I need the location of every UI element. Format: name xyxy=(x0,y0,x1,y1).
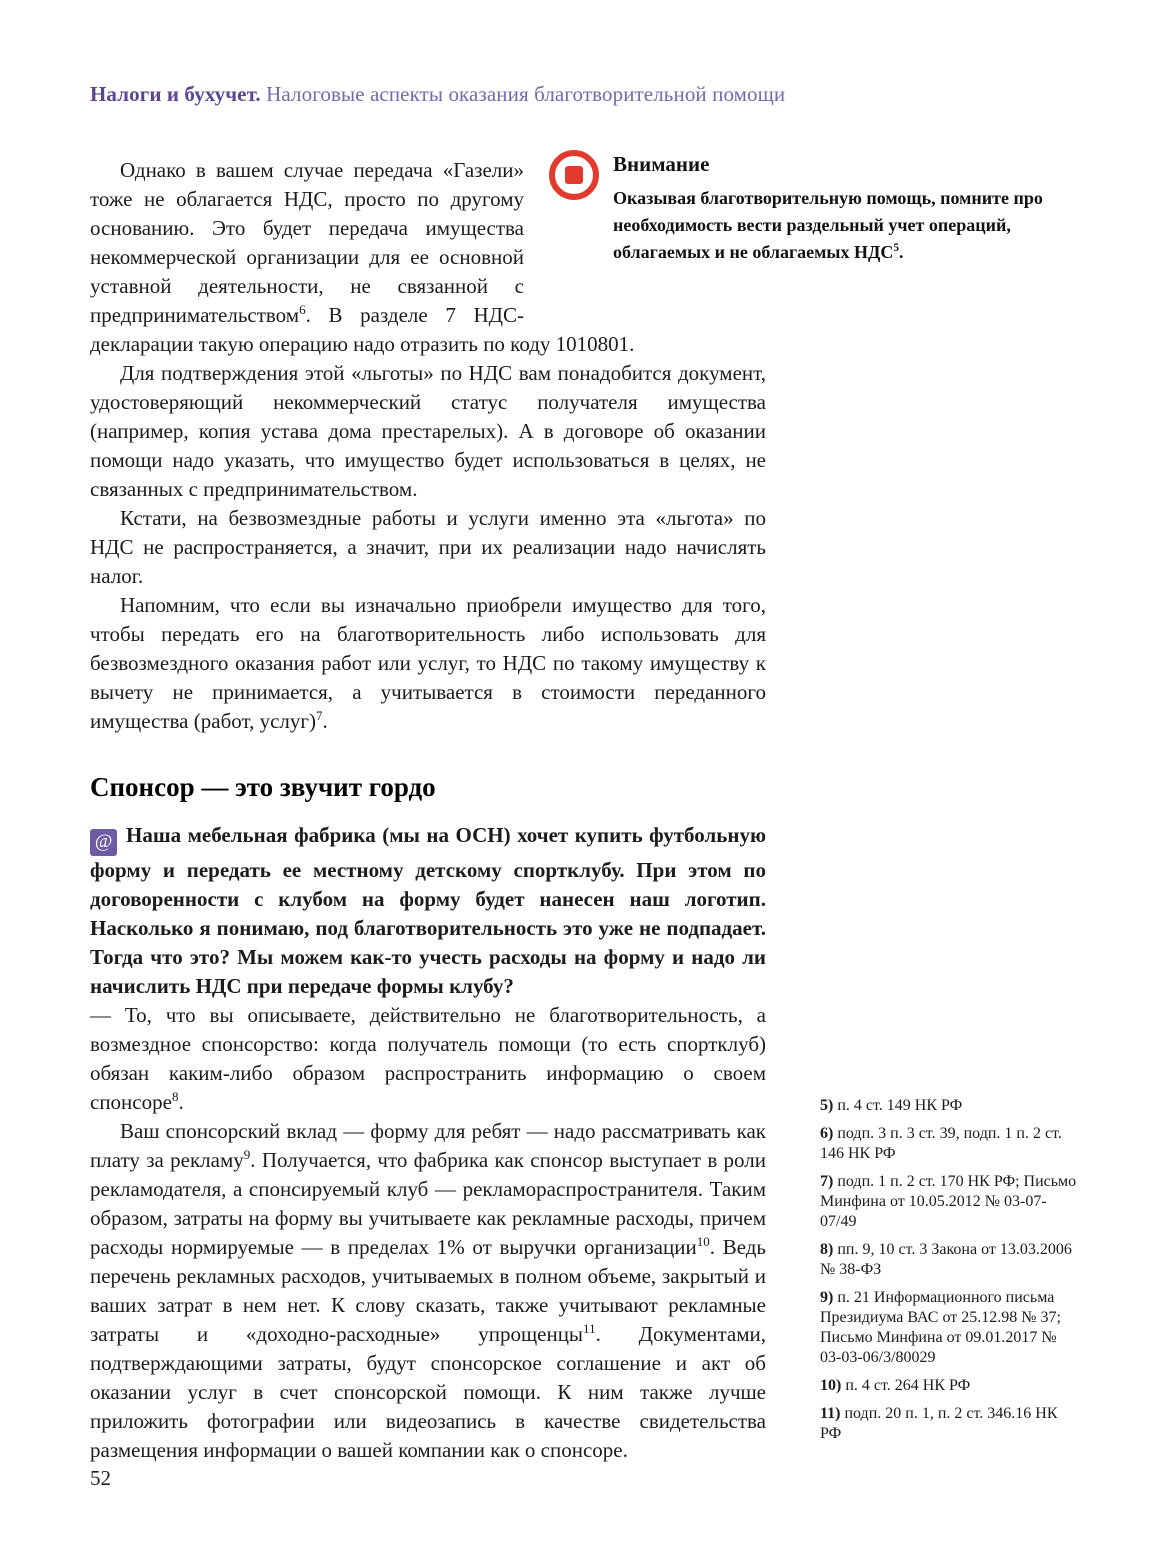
callout-title: Внимание xyxy=(613,152,710,176)
article-body xyxy=(90,156,766,1465)
body-paragraph: Однако в вашем случае передача «Газели» тоже не облагается НДС, просто по другому основанию. Это будет передача имущества некоммерческой организации для ее основной уставной деятельности, не связанной с предпринимательством$^6$. В разделе 7 НДС-декларации такую операцию надо отразить по коду 1010801. xyxy=(90,158,635,356)
header-section-title: Налоги и бухучет. xyxy=(90,82,261,106)
footnote-number: 5) xyxy=(820,1097,834,1114)
footnote-ref: 6 xyxy=(299,302,306,317)
expert-answer: — То, что вы описываете, действительно не благотворительность, а возмездное спонсорство: когда получатель помощи (то есть спортклуб) обязан каким-либо образом распространить информацию о своем спонсоре$^8$. xyxy=(90,1003,766,1114)
footnote-ref: 8 xyxy=(171,1089,179,1104)
footnote-item: 6) подп. 3 п. 3 ст. 39, подп. 1 п. 2 ст. 146 НК РФ xyxy=(820,1125,1062,1162)
body-paragraph: Для подтверждения этой «льготы» по НДС вам понадобится документ, удостоверяющий некоммерческий статус получателя имущества (например, копия устава дома престарелых). А в договоре об оказании помощи надо указать, что имущество будет использоваться в целях, не связанных с предпринимательством. xyxy=(90,361,766,501)
footnote-item: 7) подп. 1 п. 2 ст. 170 НК РФ; Письмо Минфина от 10.05.2012 № 03-07-07/49 xyxy=(820,1173,1077,1230)
footnote-item: 9) п. 21 Информационного письма Президиума ВАС от 25.12.98 № 37; Письмо Минфина от 09.01.2017 № 03-03-06/3/80029 xyxy=(820,1289,1061,1366)
callout-body: Оказывая благотворительную помощь, помните про необходимость вести раздельный учет операций, облагаемых и не облагаемых НДС$^5$. xyxy=(613,188,1043,262)
reader-question: @ Наша мебельная фабрика (мы на ОСН) хочет купить футбольную форму и передать ее местному детскому спортклубу. При этом по договоренности с клубом на форму будет нанесен наш логотип. Насколько я понимаю, под благотворительность это уже не подпадает. Тогда что это? Мы можем как-то учесть расходы на форму и надо ли начислить НДС при передаче формы клубу? xyxy=(90,823,766,998)
footnote-item: 10) п. 4 ст. 264 НК РФ xyxy=(820,1377,971,1394)
footnote-item: 8) пп. 9, 10 ст. 3 Закона от 13.03.2006 № 38-ФЗ xyxy=(820,1241,1072,1278)
footnote-item: 11) подп. 20 п. 1, п. 2 ст. 346.16 НК РФ xyxy=(820,1405,1058,1442)
footnote-number: 11) xyxy=(820,1405,841,1422)
footnote-number: 6) xyxy=(820,1125,834,1142)
footnotes-column xyxy=(820,1096,1078,1452)
body-paragraph: Напомним, что если вы изначально приобрели имущество для того, чтобы передать его на благотворительность либо использовать для безвозмездного оказания работ или услуг, то НДС по такому имуществу к вычету не принимается, а учитывается в стоимости переданного имущества (работ, услуг)$^7$. xyxy=(90,593,766,733)
running-header xyxy=(90,82,1070,107)
body-paragraph: Ваш спонсорский вклад — форму для ребят — надо рассматривать как плату за рекламу$^9$. Получается, что фабрика как спонсор выступает в роли рекламодателя, а спонсируемый клуб — рекламораспространителя. Таким образом, затраты на форму вы учитываете как рекламные расходы, причем расходы нормируемые — в пределах 1% от выручки организации$^{10}$. Ведь перечень рекламных расходов, учитываемых в полном объеме, закрытый и ваших затрат в нем нет. К слову сказать, также учитывают рекламные затраты и «доходно-расходные» упрощенцы$^{11}$. Документами, подтверждающими затраты, будут спонсорское соглашение и акт об оказании услуг в счет спонсорской помощи. К ним также лучше приложить фотографии или видеозапись в качестве свидетельства размещения информации о вашей компании как о спонсоре. xyxy=(90,1119,767,1462)
header-article-title: Налоговые аспекты оказания благотворительной помощи xyxy=(266,82,786,106)
text-wrap-spacer xyxy=(524,156,766,302)
section-heading: Спонсор — это звучит гордо xyxy=(90,772,436,802)
footnote-ref: 7 xyxy=(315,708,323,723)
footnote-ref: 10 xyxy=(696,1234,710,1249)
footnote-number: 7) xyxy=(820,1173,834,1190)
footnote-ref: 11 xyxy=(583,1321,596,1336)
body-paragraph: Кстати, на безвозмездные работы и услуги именно эта «льгота» по НДС не распространяется, а значит, при их реализации надо начислять налог. xyxy=(90,506,766,588)
page-number: 52 xyxy=(90,1466,111,1490)
at-sign-icon: @ xyxy=(90,829,117,856)
footnote-ref: 9 xyxy=(243,1147,251,1162)
footnote-ref: 5 xyxy=(893,242,899,254)
footnote-number: 9) xyxy=(820,1289,834,1306)
footnote-number: 8) xyxy=(820,1241,834,1258)
footnote-number: 10) xyxy=(820,1377,842,1394)
footnote-item: 5) п. 4 ст. 149 НК РФ xyxy=(820,1097,963,1114)
